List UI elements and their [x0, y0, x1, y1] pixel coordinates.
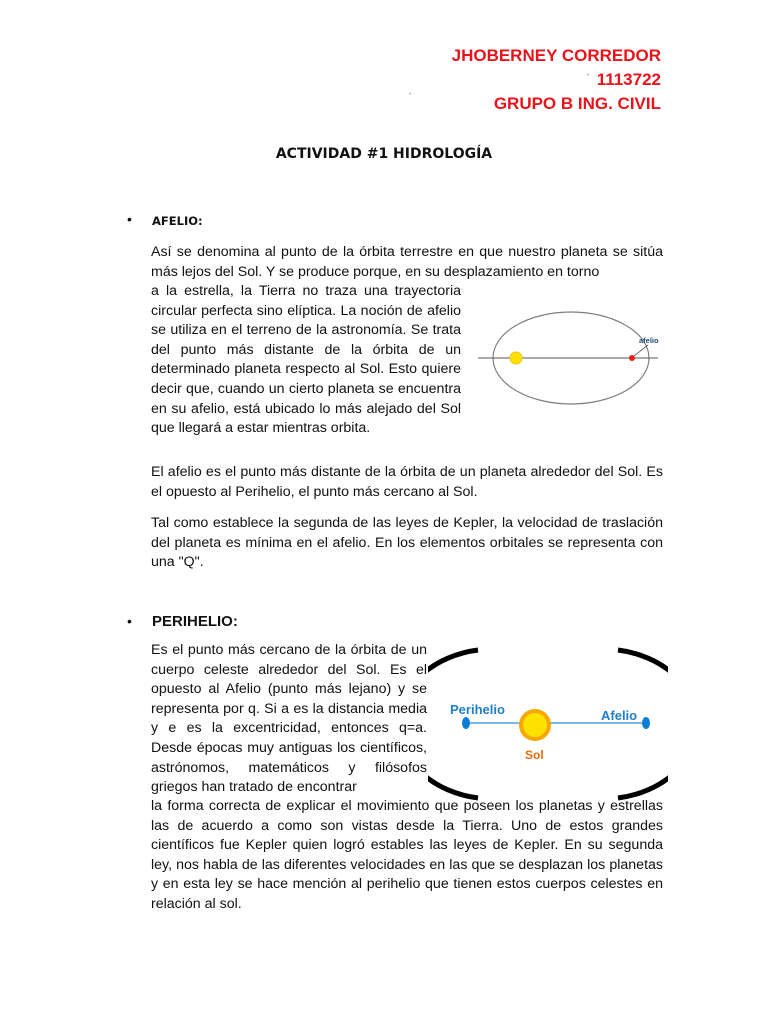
sun-icon — [510, 352, 522, 364]
afelio-diagram-label: afelio — [639, 336, 659, 345]
afelio-para2: El afelio es el punto más distante de la órbita de un planeta alrededor del Sol. Es el opuesto al Perihelio, el punto más cercano al Sol. — [151, 464, 663, 500]
document-title: ACTIVIDAD #1 HIDROLOGÍA — [275, 146, 493, 162]
afelio-intro-wrap: a la estrella, la Tierra no traza una trayectoria circular perfecta sino elíptica. La noción de afelio se utiliza en el terreno de la astronomía. Se trata del punto más distante de la órbita de un determinado planeta respecto al Sol. Esto quiere decir que, cuando un cierto planeta se encuentra en su afelio, está ubicado lo más alejado del Sol que llegará a estar mientras orbita. — [151, 283, 461, 437]
stray-mark: • — [587, 73, 590, 79]
afelio-heading: AFELIO: — [152, 214, 203, 228]
sol-diagram-label: Sol — [525, 748, 544, 762]
sun-icon — [523, 713, 547, 737]
perihelio-heading: PERIHELIO: — [152, 613, 238, 630]
afelio-diagram — [478, 305, 668, 415]
author-group: GRUPO B ING. CIVIL — [493, 94, 661, 113]
afelio-point — [642, 717, 650, 729]
pointer-line — [634, 345, 648, 356]
bullet-icon: • — [127, 613, 132, 629]
afelio-diagram-label: Afelio — [601, 708, 638, 723]
perihelio-point — [462, 717, 470, 729]
perihelio-full-text: la forma correcta de explicar el movimiento que poseen los planetas y estrellas las de acuerdo a como son vistas desde la Tierra. Uno de estos grandes científicos fue Kepler quien logró estables las leyes de Kepler. En su segunda ley, nos habla de las diferentes velocidades en las que se desplazan los planetas y en esta ley se hace mención al perihelio que tienen estos cuerpos celestes en relación al sol. — [151, 798, 663, 912]
perihelio-wrap-text: Es el punto más cercano de la órbita de un cuerpo celeste alrededor del Sol. Es el opuesto al Afelio (punto más lejano) y se representa por q. Si a es la distancia media y e es la excentricidad, entonces q=a. Desde épocas muy antiguas los científicos, astrónomos, matemáticos y filósofos griegos han tratado de encontrar — [151, 642, 427, 796]
perihelio-diagram-label: Perihelio — [450, 702, 505, 717]
perihelio-diagram — [428, 636, 668, 816]
orbit-arc-left — [428, 650, 478, 798]
afelio-intro: Así se denomina al punto de la órbita terrestre en que nuestro planeta se sitúa más lejos del Sol. Y se produce porque, en su desplazamiento en torno — [151, 244, 663, 280]
afelio-para3: Tal como establece la segunda de las leyes de Kepler, la velocidad de traslación del planeta es mínima en el afelio. En los elementos orbitales se representa con una "Q". — [151, 515, 663, 571]
bullet-icon: • — [127, 211, 132, 227]
author-name: JHOBERNEY CORREDOR — [451, 46, 661, 65]
author-id: 1113722 — [596, 70, 661, 89]
stray-mark: • — [409, 92, 412, 98]
